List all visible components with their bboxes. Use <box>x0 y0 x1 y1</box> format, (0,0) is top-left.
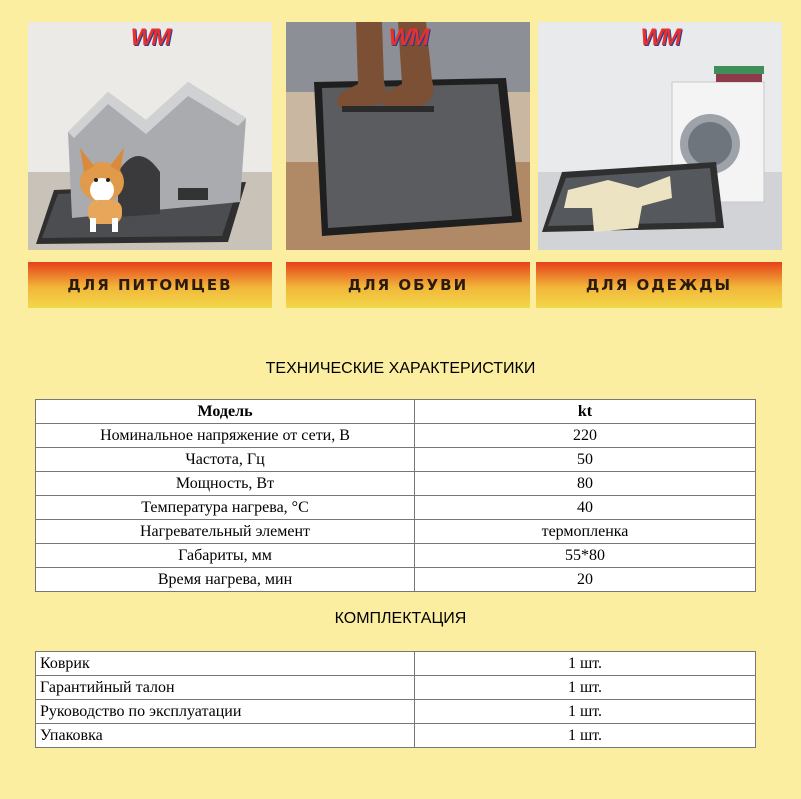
table-row <box>36 676 756 700</box>
spec-value: 50 <box>415 448 756 472</box>
table-row <box>36 472 756 496</box>
table-row <box>36 424 756 448</box>
specs-header-value: kt <box>415 400 756 424</box>
table-row <box>36 724 756 748</box>
spec-value: термопленка <box>415 520 756 544</box>
kit-item-name: Коврик <box>36 652 415 676</box>
banner-label: ДЛЯ ОДЕЖДЫ <box>585 276 733 294</box>
brand-logo: WM <box>388 24 428 51</box>
banner-label: ДЛЯ ПИТОМЦЕВ <box>67 276 233 294</box>
spec-key: Габариты, мм <box>36 544 415 568</box>
brand-logo: WM <box>130 24 170 51</box>
spec-key: Температура нагрева, °С <box>36 496 415 520</box>
table-row <box>36 448 756 472</box>
banner-shoes <box>286 262 530 308</box>
specs-header-key: Модель <box>36 400 415 424</box>
spec-value: 55*80 <box>415 544 756 568</box>
spec-key: Частота, Гц <box>36 448 415 472</box>
product-photo-shoes <box>286 22 530 250</box>
table-row <box>36 544 756 568</box>
spec-key: Номинальное напряжение от сети, В <box>36 424 415 448</box>
table-row <box>36 400 756 424</box>
table-row <box>36 496 756 520</box>
clothes-illustration <box>538 22 782 250</box>
boots-illustration <box>286 22 530 250</box>
table-row <box>36 652 756 676</box>
spec-key: Мощность, Вт <box>36 472 415 496</box>
kit-item-qty: 1 шт. <box>415 652 756 676</box>
product-photo-pets <box>28 22 272 250</box>
kit-item-qty: 1 шт. <box>415 724 756 748</box>
spec-value: 220 <box>415 424 756 448</box>
banner-pets <box>28 262 272 308</box>
spec-key: Время нагрева, мин <box>36 568 415 592</box>
spec-value: 80 <box>415 472 756 496</box>
pet-house-illustration <box>28 22 272 250</box>
brand-logo: WM <box>640 24 680 51</box>
table-row <box>36 568 756 592</box>
kit-item-qty: 1 шт. <box>415 700 756 724</box>
spec-value: 40 <box>415 496 756 520</box>
kit-table <box>35 651 756 748</box>
kit-heading: КОМПЛЕКТАЦИЯ <box>334 610 467 627</box>
kit-item-name: Гарантийный талон <box>36 676 415 700</box>
spec-key: Нагревательный элемент <box>36 520 415 544</box>
specs-table <box>35 399 756 592</box>
spec-value: 20 <box>415 568 756 592</box>
kit-item-name: Руководство по эксплуатации <box>36 700 415 724</box>
kit-item-name: Упаковка <box>36 724 415 748</box>
kit-item-qty: 1 шт. <box>415 676 756 700</box>
product-photo-clothes <box>538 22 782 250</box>
table-row <box>36 520 756 544</box>
table-row <box>36 700 756 724</box>
banner-clothes <box>536 262 782 308</box>
banner-label: ДЛЯ ОБУВИ <box>347 276 469 294</box>
specs-heading: ТЕХНИЧЕСКИЕ ХАРАКТЕРИСТИКИ <box>265 360 536 377</box>
